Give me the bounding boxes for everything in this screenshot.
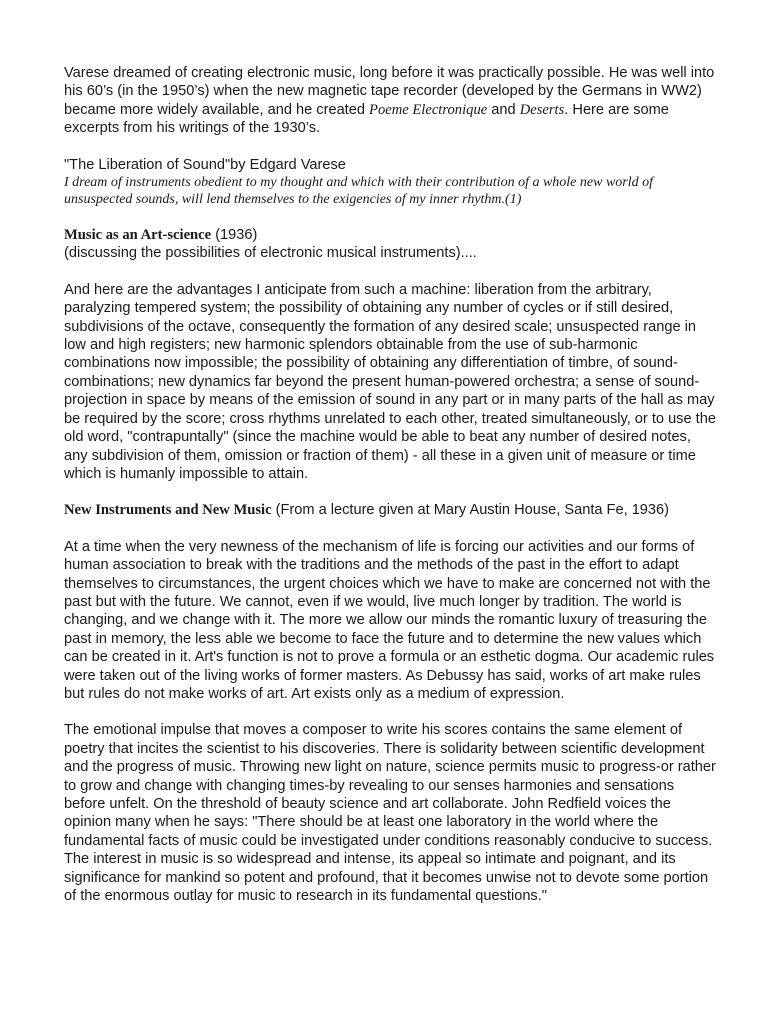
art-science-year: (1936) — [211, 227, 258, 244]
intro-text-3: . Here are some excerpts from his writings of the 1930’s. — [64, 101, 669, 137]
liberation-heading: "The Liberation of Sound"by Edgard Varese — [64, 156, 346, 173]
intro-paragraph — [64, 64, 718, 138]
work-title-poeme-electronique: Poeme Electronique — [369, 101, 488, 118]
art-science-body: And here are the advantages I anticipate from such a machine: liberation from the arbitrary, paralyzing tempered system; the possibility of obtaining any number of cycles or if still desired, subdivisions of the octave, consequently the formation of any desired scale; unsuspected range in low and high registers; new harmonic splendors obtainable from the use of sub-harmonic combinations now impossible; the possibility of obtaining any differentiation of timbre, of sound-combinations; new dynamics far beyond the present human-powered orchestra; a sense of sound-projection in space by means of the emission of sound in any part or in many parts of the hall as may be required by the score; cross rhythms unrelated to each other, treated simultaneously, or to use the old word, "contrapuntally" (since the machine would be able to beat any number of desired notes, any subdivision of them, omission or fraction of them) - all these in a given unit of measure or time which is humanly impossible to attain. — [64, 281, 716, 482]
new-instruments-paragraph-2: The emotional impulse that moves a composer to write his scores contains the same element of poetry that incites the scientist to his discoveries. There is solidarity between scientific development and the progress of music. Throwing new light on nature, science permits music to progress-or rather to grow and change with changing times-by revealing to our senses harmonies and sensations before unfelt. On the threshold of beauty science and art collaborate. John Redfield voices the opinion many when he says: "There should be at least one laboratory in the world where the fundamental facts of music could be investigated under conditions reasonably conducive to success. The interest in music is so widespread and intense, its appeal so intimate and poignant, and its significance for mankind so potent and profound, that it becomes unwise not to devote some portion of the enormous outlay for music to research in its fundamental questions." — [64, 722, 716, 905]
liberation-quote: I dream of instruments obedient to my thought and which with their contribution of a whole new world of unsuspected sounds, will lend themselves to the exigencies of my inner rhythm.(1) — [64, 175, 654, 208]
new-instruments-title: New Instruments and New Music — [64, 502, 272, 519]
art-science-title: Music as an Art-science — [64, 227, 212, 244]
new-instruments-paragraph-1: At a time when the very newness of the mechanism of life is forcing our activities and our forms of human association to break with the traditions and the methods of the past in the effort to adapt themselves to circumstances, the urgent choices which we have to make are concerned not with the past but with the future. We cannot, even if we would, live much longer by tradition. The world is changing, and we change with it. The more we allow our minds the romantic luxury of treasuring the past in memory, the less able we become to face the future and to determine the new values which can be created in it. Art's function is not to prove a formula or an esthetic dogma. Our academic rules were taken out of the living works of former masters. As Debussy has said, works of art make rules but rules do not make works of art. Art exists only as a medium of expression. — [64, 538, 715, 702]
intro-text-2: and — [487, 101, 520, 118]
art-science-subtitle: (discussing the possibilities of electronic musical instruments).... — [64, 245, 477, 262]
new-instruments-heading — [64, 501, 718, 519]
new-instruments-source: (From a lecture given at Mary Austin House, Santa Fe, 1936) — [271, 502, 670, 519]
work-title-deserts: Deserts — [519, 101, 565, 118]
intro-text-1: Varese dreamed of creating electronic music, long before it was practically possible. He was well into his 60’s (in the 1950’s) when the new magnetic tape recorder (developed by the Germans in WW2) became more widely available, and he created — [64, 65, 715, 118]
art-science-heading — [64, 226, 718, 244]
